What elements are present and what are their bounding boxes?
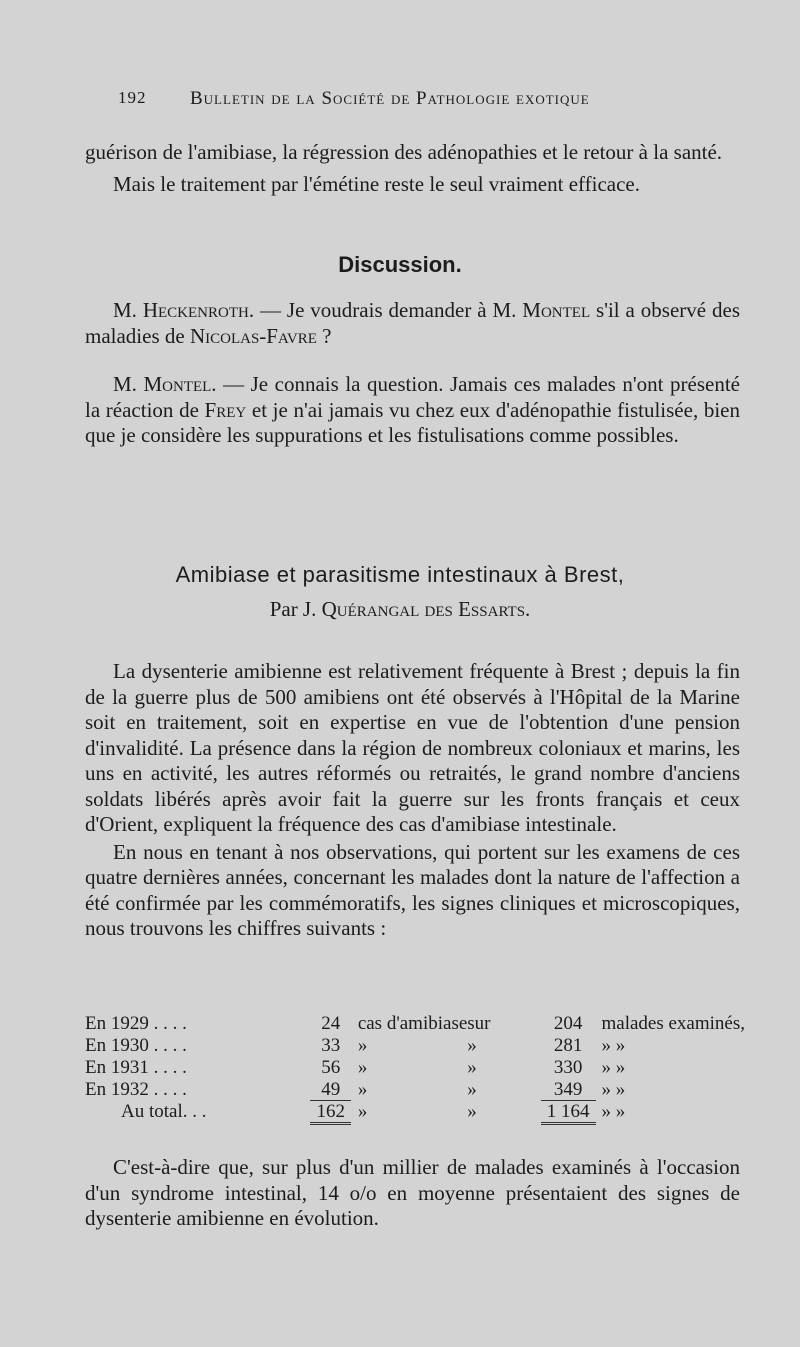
row-cases: 24 [321, 1013, 341, 1034]
discussion-answer [85, 372, 740, 449]
row-label-1: » [357, 1057, 368, 1078]
row-label-2: » [467, 1035, 477, 1056]
total-label-1: » [357, 1101, 368, 1122]
byline-prefix: Par J. [269, 597, 322, 621]
question-disease: Nicolas-Favre [189, 323, 317, 348]
row-label-3: » » [601, 1079, 626, 1100]
row-cases: 56 [321, 1057, 341, 1078]
question-text-a: — Je voudrais demander à M. [254, 298, 523, 322]
question-text-b: s'il a observé des maladies de [85, 298, 740, 348]
row-label-2: » [467, 1079, 477, 1100]
speaker-montel: M. Montel. [113, 372, 217, 396]
row-examined: 281 [553, 1035, 583, 1056]
row-examined: 349 [553, 1079, 583, 1100]
total-examined: 1 164 [541, 1100, 596, 1125]
answer-text-b: et je n'ai jamais vu chez eux d'adénopathie fistulisée, bien que je considère les suppurations et les fistulisations comme possibles. [85, 397, 740, 447]
row-cases: 33 [321, 1035, 341, 1056]
total-label-3: » » [601, 1101, 626, 1122]
row-examined: 204 [553, 1013, 583, 1034]
article-byline [0, 597, 800, 622]
article-author: Quérangal des Essarts. [321, 597, 531, 621]
row-label-3: » » [601, 1057, 626, 1078]
row-year: En 1930 . . . . [85, 1035, 187, 1056]
table-row [85, 1057, 745, 1079]
discussion-heading: Discussion. [338, 252, 462, 277]
article-body [85, 659, 740, 942]
intro-paragraph-2: Mais le traitement par l'émétine reste le seul vraiment efficace. [113, 171, 640, 196]
conclusion-section [85, 1155, 740, 1232]
row-label-3: » » [601, 1035, 626, 1056]
table-total-row [85, 1101, 745, 1123]
running-title: Bulletin de la Société de Pathologie exotique [190, 88, 590, 109]
question-name: Montel [522, 298, 591, 322]
row-year: En 1929 . . . . [85, 1013, 187, 1034]
page-number: 192 [118, 88, 147, 107]
total-cases: 162 [310, 1100, 351, 1125]
article-paragraph-3: C'est-à-dire que, sur plus d'un millier de malades examinés à l'occasion d'un syndrome intestinal, 14 o/o en moyenne présentaient des signes de dysenterie amibienne en évolution. [85, 1155, 740, 1230]
article-paragraph-2: En nous en tenant à nos observations, qui portent sur les examens de ces quatre dernières années, concernant les malades dont la nature de l'affection a été confirmée par les commémoratifs, les signes cliniques et microscopiques, nous trouvons les chiffres suivants : [85, 839, 740, 940]
total-label: Au total. . . [121, 1101, 207, 1122]
row-year: En 1931 . . . . [85, 1057, 187, 1078]
row-year: En 1932 . . . . [85, 1079, 187, 1100]
article-paragraph-1: La dysenterie amibienne est relativement fréquente à Brest ; depuis la fin de la guerre plus de 500 amibiens ont été observés à l'Hôpital de la Marine soit en traitement, soit en expertise en vue de l'obtention d'une pension d'invalidité. La présence dans la région de nombreux coloniaux et marins, les uns en activité, les autres réformés ou retraités, le grand nombre d'anciens soldats libérés après avoir fait la guerre sur les fronts français et ceux d'Orient, expliquent la fréquence des cas d'amibiase intestinale. [85, 659, 740, 836]
row-label-2: » [467, 1057, 477, 1078]
row-label-2: sur [467, 1013, 491, 1034]
table-row [85, 1035, 745, 1057]
row-label-1: cas d'amibiase [357, 1013, 468, 1034]
row-cases: 49 [321, 1079, 341, 1100]
question-text-c: ? [316, 323, 332, 348]
intro-paragraph-1: guérison de l'amibiase, la régression des adénopathies et le retour à la santé. [85, 140, 723, 164]
speaker-heckenroth: M. Heckenroth. [113, 298, 255, 322]
total-label-2: » [467, 1101, 477, 1122]
row-examined: 330 [553, 1057, 583, 1078]
table-row [85, 1079, 745, 1101]
answer-text-a: — Je connais la question. Jamais ces malades n'ont présenté la réaction de [85, 372, 741, 422]
row-label-1: » [357, 1035, 368, 1056]
intro-section [85, 140, 740, 197]
article-title: Amibiase et parasitisme intestinaux à Brest, [175, 562, 625, 587]
answer-frey: Frey [204, 397, 247, 422]
row-label-1: » [357, 1079, 368, 1100]
statistics-table [85, 1013, 745, 1123]
row-label-3: malades examinés, [601, 1013, 745, 1034]
discussion-question [85, 298, 740, 349]
table-row [85, 1013, 745, 1035]
